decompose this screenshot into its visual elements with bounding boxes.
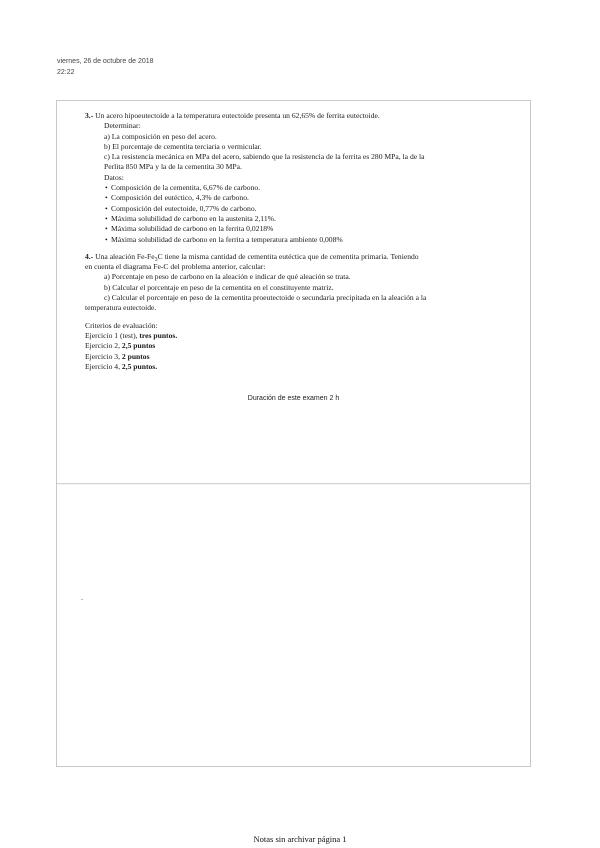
q4-statement-line1: [85, 252, 515, 262]
q3-text: Un acero hipoeutectoide a la temperatura eutectoide presenta un 62,65% de ferrita eutectoide.: [95, 111, 380, 120]
list-item: • Máxima solubilidad de carbono en la ferrita a temperatura ambiente 0,008%: [105, 234, 343, 244]
q3-datos-label: Datos:: [104, 172, 124, 182]
list-item: • Composición del eutectoide, 0,77% de carbono.: [105, 203, 257, 213]
criteria-title: Criterios de evaluación:: [85, 320, 158, 330]
q4-text-a: Una aleación Fe-Fe: [95, 251, 155, 261]
list-item: • Composición del eutéctico, 4,3% de carbono.: [105, 193, 249, 203]
page-fold-divider: [57, 483, 530, 484]
q3-statement: [85, 111, 515, 121]
criteria-row: Ejercicio 1 (test), tres puntos.: [85, 330, 178, 340]
q4-text-b: C tiene la misma cantidad de cementita eutéctica que de cementita primaria. Teniendo: [157, 251, 419, 261]
list-item: • Máxima solubilidad de carbono en la austenita 2,11%.: [105, 213, 276, 223]
q4-part-c-line2: temperatura eutectoide.: [85, 303, 157, 313]
q3-determinar: Determinar:: [104, 121, 141, 131]
q3-part-b: b) El porcentaje de cementita terciaria o vermicular.: [104, 141, 262, 151]
note-metadata: [57, 56, 154, 78]
q4-part-c-line1: c) Calcular el porcentaje en peso de la cementita proeutectoide o secundaria precipitada en la aleación a la: [104, 293, 427, 303]
q4-part-b: b) Calcular el porcentaje en peso de la cementita en el constituyente matriz.: [104, 282, 334, 292]
q3-part-a: a) La composición en peso del acero.: [104, 131, 217, 141]
q3-part-c-line2: Perlita 850 MPa y la de la cementita 30 MPa.: [104, 162, 242, 172]
scanned-exam-page: [56, 100, 531, 767]
q3-number: 3.-: [85, 111, 94, 120]
q4-part-a: a) Porcentaje en peso de carbono en la aleación e indicar de qué aleación se trata.: [104, 272, 351, 282]
q3-data-list: [85, 183, 515, 245]
criteria-row: Ejercicio 3, 2 puntos: [85, 351, 150, 361]
criteria-row: Ejercicio 2, 2,5 puntos: [85, 341, 156, 351]
exam-duration: Duración de este examen 2 h: [247, 395, 340, 402]
note-date: viernes, 26 de octubre de 2018: [57, 58, 154, 65]
exam-content: [85, 111, 515, 372]
scan-speck: [81, 599, 83, 600]
q3-part-c-line1: c) La resistencia mecánica en MPa del acero, sabiendo que la resistencia de la ferrita es 280 MPa, la de la: [104, 152, 425, 162]
note-time: 22:22: [57, 69, 75, 76]
list-item: • Máxima solubilidad de carbono en la ferrita 0,0218%: [105, 224, 274, 234]
q4-subscript: 3: [154, 256, 158, 263]
q4-number: 4.-: [85, 251, 94, 261]
page-footer: Notas sin archivar página 1: [253, 834, 347, 844]
list-item: • Composición de la cementita, 6,67% de carbono.: [105, 183, 261, 193]
criteria-row: Ejercicio 4, 2,5 puntos.: [85, 361, 158, 371]
q4-statement-line2: en cuenta el diagrama Fe-C del problema anterior, calcular:: [85, 262, 266, 272]
